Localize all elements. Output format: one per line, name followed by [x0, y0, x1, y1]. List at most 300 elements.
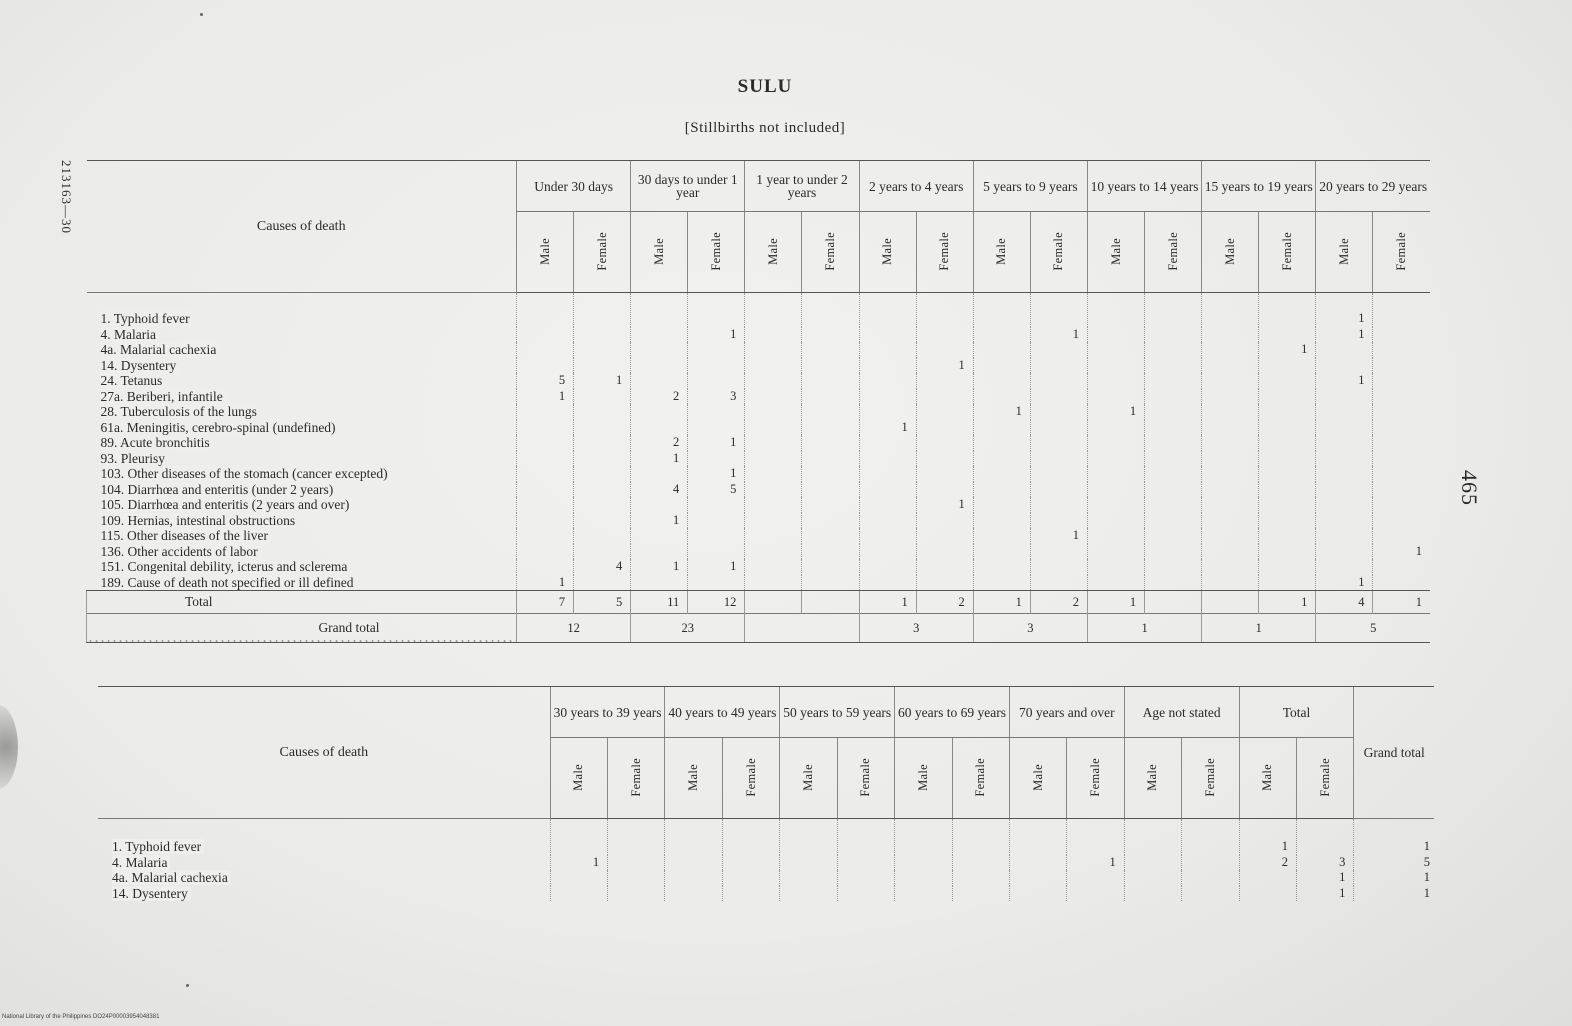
count-cell: 1 — [688, 435, 745, 451]
count-cell — [780, 870, 837, 886]
count-cell — [1124, 886, 1181, 902]
count-cell — [631, 420, 688, 436]
total-cell: 7 — [517, 591, 574, 614]
count-cell — [517, 466, 574, 482]
count-cell — [973, 513, 1030, 529]
count-cell — [1087, 451, 1144, 467]
count-cell — [722, 855, 779, 871]
count-cell — [745, 528, 802, 544]
count-cell — [745, 559, 802, 575]
count-cell — [1202, 389, 1259, 405]
count-cell — [745, 575, 802, 591]
count-cell — [1316, 544, 1373, 560]
count-cell — [631, 404, 688, 420]
cause-label: 4a. Malarial cachexia — [112, 870, 231, 885]
count-cell — [745, 342, 802, 358]
count-cell — [745, 482, 802, 498]
male-header — [780, 738, 837, 819]
grand-total-row — [87, 614, 1431, 643]
sex-label: Female — [973, 757, 988, 797]
count-cell — [1316, 451, 1373, 467]
count-cell — [916, 559, 973, 575]
count-cell: 2 — [1239, 855, 1296, 871]
count-cell: 1 — [1296, 870, 1353, 886]
count-cell — [574, 435, 631, 451]
count-cell — [802, 451, 859, 467]
count-cell — [1316, 389, 1373, 405]
sex-label: Male — [1336, 237, 1351, 265]
table-row — [87, 435, 1431, 451]
sex-label: Male — [1260, 763, 1275, 791]
count-cell — [1202, 358, 1259, 374]
count-cell — [1259, 528, 1316, 544]
count-cell — [631, 327, 688, 343]
count-cell: 1 — [859, 420, 916, 436]
age-group-header: 60 years to 69 years — [895, 687, 1010, 738]
count-cell — [859, 389, 916, 405]
cause-label: 28. Tuberculosis of the lungs — [101, 404, 260, 419]
count-cell — [688, 342, 745, 358]
count-cell: 1 — [1316, 373, 1373, 389]
cause-label: 4a. Malarial cachexia — [101, 342, 220, 357]
count-cell — [973, 497, 1030, 513]
total-cell: 1 — [973, 591, 1030, 614]
count-cell — [1009, 819, 1066, 855]
count-cell — [517, 404, 574, 420]
count-cell — [952, 819, 1009, 855]
grand-total-cell: 5 — [1316, 614, 1430, 643]
count-cell — [1259, 575, 1316, 591]
count-cell — [916, 327, 973, 343]
count-cell — [1124, 819, 1181, 855]
table-row — [98, 855, 1434, 871]
count-cell — [859, 497, 916, 513]
total-cell: 1 — [859, 591, 916, 614]
count-cell: 1 — [550, 855, 607, 871]
count-cell — [973, 482, 1030, 498]
count-cell — [574, 327, 631, 343]
table-row — [87, 513, 1431, 529]
count-cell — [973, 420, 1030, 436]
count-cell — [574, 420, 631, 436]
count-cell — [1202, 482, 1259, 498]
count-cell — [859, 466, 916, 482]
count-cell — [1259, 373, 1316, 389]
count-cell — [608, 855, 665, 871]
count-cell — [688, 513, 745, 529]
count-cell — [1009, 886, 1066, 902]
count-cell — [1030, 373, 1087, 389]
age-group-header: 70 years and over — [1009, 687, 1124, 738]
male-header — [973, 212, 1030, 293]
grand-total-header: Grand total — [1354, 687, 1434, 819]
count-cell: 1 — [1087, 404, 1144, 420]
sex-label: Male — [880, 237, 895, 265]
cause-cell — [87, 293, 517, 327]
sex-label: Female — [708, 231, 723, 271]
count-cell — [1182, 855, 1239, 871]
grand-total-cell — [745, 614, 859, 643]
count-cell — [1259, 513, 1316, 529]
count-cell: 1 — [631, 559, 688, 575]
count-cell — [1087, 327, 1144, 343]
count-cell — [517, 513, 574, 529]
count-cell — [1030, 293, 1087, 327]
count-cell — [1373, 466, 1430, 482]
cause-cell — [87, 544, 517, 560]
count-cell — [859, 358, 916, 374]
table-row — [98, 819, 1434, 855]
count-cell: 1 — [1296, 886, 1353, 902]
table-row — [87, 327, 1431, 343]
count-cell — [517, 327, 574, 343]
footer-credit: National Library of the Philippines DO24P00003954048381 — [2, 1014, 160, 1020]
count-cell: 5 — [517, 373, 574, 389]
count-cell — [1145, 435, 1202, 451]
count-cell — [745, 435, 802, 451]
count-cell — [1030, 451, 1087, 467]
cause-cell — [87, 466, 517, 482]
count-cell — [916, 342, 973, 358]
count-cell — [1087, 435, 1144, 451]
count-cell: 1 — [688, 559, 745, 575]
count-cell — [574, 389, 631, 405]
count-cell — [574, 466, 631, 482]
count-cell — [550, 870, 607, 886]
total-cell: 2 — [916, 591, 973, 614]
female-header — [574, 212, 631, 293]
table-row — [87, 482, 1431, 498]
count-cell — [1259, 420, 1316, 436]
count-cell: 3 — [688, 389, 745, 405]
count-cell — [631, 373, 688, 389]
count-cell — [745, 373, 802, 389]
count-cell — [1202, 466, 1259, 482]
count-cell: 5 — [688, 482, 745, 498]
page-title: SULU — [737, 76, 793, 97]
count-cell — [1067, 819, 1124, 855]
grand-total-cell: 1 — [1354, 886, 1434, 902]
cause-cell — [87, 528, 517, 544]
count-cell — [1259, 389, 1316, 405]
table-row — [98, 870, 1434, 886]
cause-label: 61a. Meningitis, cerebro-spinal (undefined) — [101, 420, 339, 435]
sex-label: Female — [743, 757, 758, 797]
grand-total-cell: 23 — [631, 614, 745, 643]
count-cell — [1316, 528, 1373, 544]
count-cell — [1239, 870, 1296, 886]
count-cell — [1124, 870, 1181, 886]
cause-cell — [87, 451, 517, 467]
count-cell — [1202, 293, 1259, 327]
count-cell: 1 — [574, 373, 631, 389]
table-row — [87, 575, 1431, 591]
count-cell: 1 — [1316, 293, 1373, 327]
count-cell — [802, 575, 859, 591]
count-cell — [952, 855, 1009, 871]
total-cell — [1202, 591, 1259, 614]
count-cell — [916, 528, 973, 544]
mortality-table-part-1 — [86, 160, 1430, 643]
total-cell: 1 — [1259, 591, 1316, 614]
count-cell — [517, 528, 574, 544]
count-cell: 1 — [688, 466, 745, 482]
cause-cell — [87, 358, 517, 374]
count-cell — [722, 819, 779, 855]
count-cell — [1030, 544, 1087, 560]
table-row — [87, 466, 1431, 482]
count-cell — [574, 544, 631, 560]
count-cell — [1145, 420, 1202, 436]
age-group-header: Total — [1239, 687, 1354, 738]
count-cell — [1259, 559, 1316, 575]
count-cell — [1316, 466, 1373, 482]
count-cell — [517, 451, 574, 467]
cause-cell — [87, 420, 517, 436]
age-group-header: 20 years to 29 years — [1316, 161, 1430, 212]
count-cell — [1202, 497, 1259, 513]
count-cell — [1087, 528, 1144, 544]
count-cell — [1030, 389, 1087, 405]
sex-label: Female — [1202, 757, 1217, 797]
count-cell — [1145, 559, 1202, 575]
count-cell — [973, 559, 1030, 575]
grand-total-label-cell — [87, 614, 517, 643]
male-header — [1239, 738, 1296, 819]
count-cell — [745, 389, 802, 405]
total-cell: 1 — [1373, 591, 1430, 614]
count-cell — [1316, 497, 1373, 513]
count-cell: 1 — [916, 497, 973, 513]
total-label: Total — [185, 594, 216, 609]
cause-label: 93. Pleurisy — [101, 451, 169, 466]
count-cell — [916, 451, 973, 467]
grand-total-cell: 1 — [1087, 614, 1201, 643]
sex-label: Male — [537, 237, 552, 265]
count-cell — [1202, 342, 1259, 358]
total-cell — [802, 591, 859, 614]
count-cell — [802, 373, 859, 389]
count-cell — [631, 342, 688, 358]
count-cell — [631, 358, 688, 374]
count-cell — [802, 420, 859, 436]
female-header — [722, 738, 779, 819]
count-cell — [895, 855, 952, 871]
count-cell — [1145, 466, 1202, 482]
cause-label: 1. Typhoid fever — [101, 311, 193, 326]
count-cell — [1202, 451, 1259, 467]
total-row — [87, 591, 1431, 614]
count-cell — [688, 293, 745, 327]
count-cell — [1316, 358, 1373, 374]
count-cell — [574, 342, 631, 358]
count-cell — [517, 342, 574, 358]
count-cell — [631, 466, 688, 482]
total-cell: 4 — [1316, 591, 1373, 614]
count-cell — [916, 544, 973, 560]
count-cell — [1316, 482, 1373, 498]
total-cell — [1145, 591, 1202, 614]
count-cell — [631, 575, 688, 591]
count-cell — [973, 373, 1030, 389]
count-cell — [1202, 559, 1259, 575]
table-row — [87, 358, 1431, 374]
count-cell — [665, 819, 722, 855]
count-cell: 1 — [1373, 544, 1430, 560]
count-cell — [745, 420, 802, 436]
table-row — [87, 420, 1431, 436]
count-cell — [859, 559, 916, 575]
count-cell — [802, 358, 859, 374]
count-cell — [1067, 870, 1124, 886]
female-header — [608, 738, 665, 819]
count-cell — [574, 482, 631, 498]
count-cell — [1316, 435, 1373, 451]
count-cell — [574, 528, 631, 544]
count-cell — [1316, 559, 1373, 575]
count-cell — [574, 293, 631, 327]
sex-label: Male — [1145, 763, 1160, 791]
age-group-header: 30 years to 39 years — [550, 687, 665, 738]
cause-label: 24. Tetanus — [101, 373, 166, 388]
count-cell — [973, 293, 1030, 327]
count-cell — [722, 870, 779, 886]
count-cell — [517, 544, 574, 560]
count-cell — [574, 404, 631, 420]
sex-label: Female — [1051, 231, 1066, 271]
count-cell — [1373, 373, 1430, 389]
count-cell — [1030, 575, 1087, 591]
count-cell — [517, 420, 574, 436]
count-cell: 1 — [1316, 575, 1373, 591]
male-header — [517, 212, 574, 293]
count-cell — [517, 497, 574, 513]
count-cell — [1145, 389, 1202, 405]
count-cell — [973, 342, 1030, 358]
count-cell — [631, 544, 688, 560]
cause-cell — [98, 886, 550, 902]
sex-label: Female — [1317, 757, 1332, 797]
cause-cell — [87, 497, 517, 513]
count-cell: 4 — [631, 482, 688, 498]
count-cell — [802, 482, 859, 498]
count-cell — [688, 497, 745, 513]
cause-label: 1. Typhoid fever — [112, 839, 204, 854]
count-cell — [665, 855, 722, 871]
count-cell: 4 — [574, 559, 631, 575]
female-header — [1067, 738, 1124, 819]
table-row — [87, 389, 1431, 405]
grand-total-cell: 5 — [1354, 855, 1434, 871]
count-cell — [688, 358, 745, 374]
age-group-header: 10 years to 14 years — [1087, 161, 1201, 212]
male-header — [1202, 212, 1259, 293]
count-cell — [859, 513, 916, 529]
count-cell: 1 — [1239, 819, 1296, 855]
grand-total-label: Grand total — [318, 620, 382, 635]
count-cell — [1087, 513, 1144, 529]
count-cell — [745, 513, 802, 529]
count-cell: 2 — [631, 389, 688, 405]
total-label-cell — [87, 591, 517, 614]
cause-label: 136. Other accidents of labor — [101, 544, 261, 559]
count-cell — [745, 358, 802, 374]
cause-label: 105. Diarrhœa and enteritis (2 years and over) — [101, 497, 353, 512]
count-cell — [1030, 559, 1087, 575]
count-cell — [1316, 420, 1373, 436]
sex-label: Male — [1222, 237, 1237, 265]
count-cell — [631, 528, 688, 544]
grand-total-cell: 1 — [1202, 614, 1316, 643]
count-cell — [1373, 482, 1430, 498]
grand-total-cell: 3 — [973, 614, 1087, 643]
count-cell — [802, 404, 859, 420]
count-cell — [1259, 327, 1316, 343]
count-cell — [1087, 420, 1144, 436]
count-cell — [688, 451, 745, 467]
count-cell — [517, 482, 574, 498]
cause-label: 27a. Beriberi, infantile — [101, 389, 226, 404]
sex-label: Female — [858, 757, 873, 797]
count-cell — [916, 293, 973, 327]
cause-label: 151. Congenital debility, icterus and sclerema — [101, 559, 351, 574]
count-cell — [688, 373, 745, 389]
count-cell — [745, 404, 802, 420]
table-row — [87, 528, 1431, 544]
count-cell — [631, 293, 688, 327]
table-row — [87, 373, 1431, 389]
count-cell — [1202, 404, 1259, 420]
male-header — [1087, 212, 1144, 293]
count-cell — [1373, 575, 1430, 591]
count-cell — [973, 358, 1030, 374]
cause-cell — [87, 575, 517, 591]
count-cell — [1202, 528, 1259, 544]
cause-label: 4. Malaria — [101, 327, 159, 342]
age-group-header: 40 years to 49 years — [665, 687, 780, 738]
count-cell — [745, 544, 802, 560]
count-cell — [1145, 528, 1202, 544]
count-cell — [780, 886, 837, 902]
count-cell — [1030, 420, 1087, 436]
count-cell — [688, 575, 745, 591]
female-header — [802, 212, 859, 293]
count-cell — [952, 870, 1009, 886]
count-cell — [802, 497, 859, 513]
count-cell — [1259, 544, 1316, 560]
count-cell — [1124, 855, 1181, 871]
cause-cell — [87, 327, 517, 343]
grand-total-cell: 1 — [1354, 819, 1434, 855]
count-cell — [1373, 342, 1430, 358]
count-cell — [1087, 342, 1144, 358]
count-cell — [859, 451, 916, 467]
cause-cell — [98, 870, 550, 886]
male-header — [745, 212, 802, 293]
total-cell: 11 — [631, 591, 688, 614]
sex-label: Male — [801, 763, 815, 791]
count-cell — [916, 435, 973, 451]
count-cell — [1030, 358, 1087, 374]
count-cell — [1316, 404, 1373, 420]
cause-cell — [98, 819, 550, 855]
count-cell — [802, 544, 859, 560]
count-cell — [802, 435, 859, 451]
age-group-header: 1 year to under 2 years — [745, 161, 859, 212]
table-row — [87, 404, 1431, 420]
causes-header: Causes of death — [98, 687, 550, 819]
side-code: 213163—30 — [59, 160, 74, 234]
